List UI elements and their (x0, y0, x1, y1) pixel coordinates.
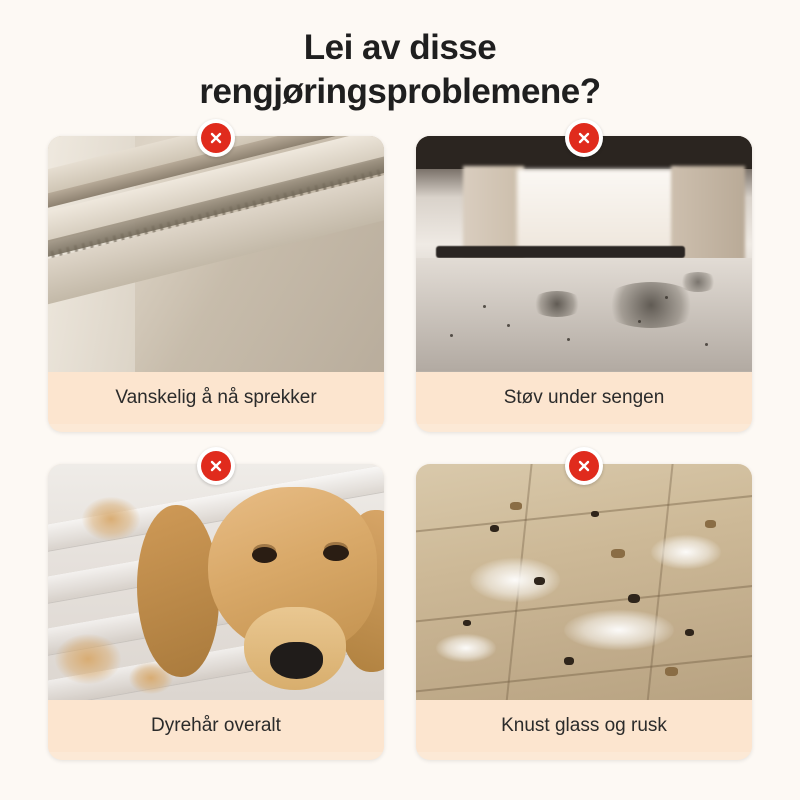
skirting-board-crack-photo (48, 136, 384, 372)
close-x-icon (197, 119, 235, 157)
page-title (48, 26, 752, 114)
dog-with-pet-hair-photo (48, 464, 384, 700)
problem-card-grid (48, 136, 752, 761)
page-title-line-2: rengjøringsproblemene? (199, 71, 601, 111)
close-x-icon (565, 447, 603, 485)
card-inner (48, 464, 384, 760)
card-caption: Vanskelig å nå sprekker (48, 372, 384, 424)
dog-illustration (142, 468, 384, 699)
card-inner (48, 136, 384, 432)
close-x-icon (565, 119, 603, 157)
card-caption: Dyrehår overalt (48, 700, 384, 752)
problem-card-debris[interactable] (416, 464, 752, 760)
problem-card-pet-hair[interactable] (48, 464, 384, 760)
card-caption: Støv under sengen (416, 372, 752, 424)
card-caption: Knust glass og rusk (416, 700, 752, 752)
card-inner (416, 136, 752, 432)
card-inner (416, 464, 752, 760)
page-title-line-1: Lei av disse (303, 28, 497, 67)
dust-under-bed-photo (416, 136, 752, 372)
close-x-icon (197, 447, 235, 485)
debris-on-floor-photo (416, 464, 752, 700)
problem-card-dust-under-bed[interactable] (416, 136, 752, 432)
problem-card-cracks[interactable] (48, 136, 384, 432)
